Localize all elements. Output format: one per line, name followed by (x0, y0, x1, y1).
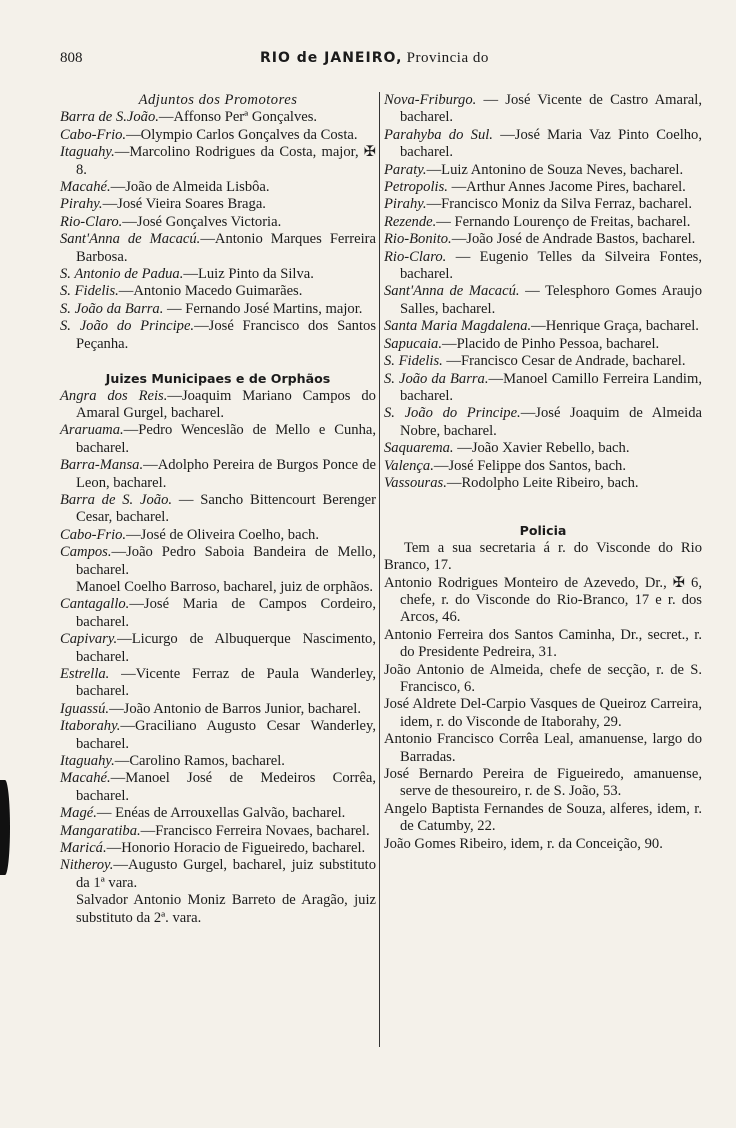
entry-place: Capivary. (60, 631, 118, 648)
entry-place: Macahé. (60, 179, 111, 196)
entry-text: —Honorio Horacio de Figueiredo, bacharel. (106, 840, 366, 857)
entry-place: Petropolis. (384, 179, 448, 196)
page-title (260, 50, 489, 67)
juizes-list (60, 388, 376, 928)
entry-text: — Fernando José Martins, major. (163, 300, 363, 317)
entry-text: —José de Oliveira Coelho, bach. (126, 526, 319, 543)
directory-entry (60, 492, 376, 527)
entry-text: —Pedro Wenceslão de Mello e Cunha, bacharel. (76, 422, 376, 456)
entry-place: Rio-Claro. (60, 213, 123, 230)
directory-entry (384, 92, 702, 127)
entry-place: Valença. (384, 457, 434, 474)
page-header (60, 50, 680, 74)
entry-text: —José Gonçalves Victoria. (122, 213, 282, 230)
entry-place: Cantagallo. (60, 596, 130, 613)
directory-entry (384, 318, 702, 335)
directory-entry (60, 718, 376, 753)
entry-place: Vassouras. (384, 474, 447, 491)
directory-entry (60, 770, 376, 805)
entry-place: Iguassú. (60, 700, 110, 717)
entry-place: Rio-Claro. (384, 248, 447, 265)
adjuntos-list (60, 109, 376, 353)
entry-place: S. João da Barra. (60, 300, 164, 317)
entry-text: —João Pedro Saboia Bandeira de Mello, bacharel. (76, 544, 376, 578)
entry-text: —Luiz Antonino de Souza Neves, bacharel. (426, 161, 684, 178)
directory-entry (384, 440, 702, 457)
directory-entry (60, 422, 376, 457)
directory-entry (60, 214, 376, 231)
directory-entry (384, 336, 702, 353)
entry-place: Sant'Anna de Macacú. (60, 231, 201, 248)
section-heading-adjuntos: Adjuntos dos Promotores (138, 92, 298, 108)
entry-text: —João Xavier Rebello, bach. (453, 440, 630, 457)
directory-entry (60, 805, 376, 822)
policia-entry: Antonio Ferreira dos Santos Caminha, Dr., secret., r. do Presidente Pedreira, 31. (384, 626, 702, 661)
directory-entry (384, 458, 702, 475)
directory-entry (60, 631, 376, 666)
directory-entry (60, 283, 376, 300)
entry-place: Rio-Bonito. (384, 231, 452, 248)
directory-entry (60, 231, 376, 266)
entry-place: Paraty. (384, 161, 427, 178)
page-title-bold: RIO de JANEIRO, (260, 50, 403, 66)
entry-text: —Antonio Marques Ferreira Barbosa. (76, 231, 376, 265)
directory-entry (60, 388, 376, 423)
entry-place: Itaguahy. (60, 144, 115, 161)
entry-text: —José Joaquim de Almeida Nobre, bacharel. (400, 405, 702, 439)
entry-place: Campos. (60, 544, 112, 561)
directory-entry (384, 353, 702, 370)
entry-text: —Francisco Moniz da Silva Ferraz, bacharel. (426, 196, 692, 213)
entry-text: —Carolino Ramos, bacharel. (114, 753, 285, 770)
entry-place: Magé. (60, 805, 97, 822)
directory-entry (60, 109, 376, 126)
entry-place: Cabo-Frio. (60, 526, 127, 543)
entry-text: —José Maria Vaz Pinto Coelho, bacharel. (400, 126, 702, 161)
directory-entry (384, 249, 702, 284)
entry-text: —Arthur Annes Jacome Pires, bacharel. (447, 179, 686, 196)
entry-text: —Antonio Macedo Guimarães. (118, 283, 303, 300)
policia-entry: Antonio Rodrigues Monteiro de Azevedo, Dr., ✠ 6, chefe, r. do Visconde do Rio-Branco, 17 e r. dos Arcos, 46. (384, 574, 702, 626)
entry-text: —João de Almeida Lisbôa. (110, 179, 270, 196)
policia-list (384, 575, 702, 854)
policia-entry: José Aldrete Del-Carpio Vasques de Queiroz Carreira, idem, r. do Visconde de Itaborahy, 29. (384, 696, 702, 730)
entry-text: —João José de Andrade Bastos, bacharel. (451, 231, 696, 248)
directory-entry (384, 162, 702, 179)
ink-blot (0, 780, 10, 875)
directory-entry (60, 301, 376, 318)
entry-place: Barra-Mansa. (60, 457, 144, 474)
directory-entry (384, 475, 702, 492)
entry-text: — Enéas de Arrouxellas Galvão, bacharel. (96, 805, 346, 822)
entry-text: —Augusto Gurgel, bacharel, juiz substituto da 1ª vara. (76, 857, 376, 891)
directory-entry (60, 544, 376, 579)
section-heading-juizes: Juizes Municipaes e de Orphãos (105, 371, 331, 387)
entry-place: Maricá. (60, 840, 107, 857)
entry-place: Parahyba do Sul. (384, 126, 493, 143)
entry-place: S. Fidelis. (384, 353, 443, 370)
directory-entry (384, 127, 702, 162)
entry-text: —Francisco Cesar de Andrade, bacharel. (442, 353, 686, 370)
directory-entry (60, 701, 376, 718)
entry-place: S. Fidelis. (60, 283, 119, 300)
directory-entry (60, 318, 376, 353)
entry-text: —Henrique Graça, bacharel. (531, 318, 699, 335)
entry-text: — José Vicente de Castro Amaral, bacharel. (400, 92, 702, 126)
entry-place: Estrella. (60, 666, 110, 682)
entry-place: Itaborahy. (60, 718, 121, 735)
directory-entry (60, 266, 376, 283)
entry-text: —Manoel Camillo Ferreira Landim, bacharel. (400, 370, 702, 404)
entry-text: —Vicente Ferraz de Paula Wanderley, bacharel. (76, 666, 376, 700)
entry-place: S. Antonio de Padua. (60, 266, 184, 283)
page-title-rest: Provincia do (406, 50, 489, 66)
directory-entry (384, 371, 702, 406)
directory-entry (60, 144, 376, 179)
policia-entry: José Bernardo Pereira de Figueiredo, amanuense, serve de thesoureiro, r. de S. João, 53. (384, 766, 702, 800)
directory-entry (60, 527, 376, 544)
entry-text: —José Maria de Campos Cordeiro, bacharel. (76, 596, 376, 630)
entry-place: Araruama. (60, 422, 124, 439)
entry-text: —Placido de Pinho Pessoa, bacharel. (441, 335, 660, 352)
entry-text: —Olympio Carlos Gonçalves da Costa. (126, 126, 358, 143)
entry-place: Pirahy. (384, 196, 427, 213)
directory-entry (60, 196, 376, 213)
entry-place: Cabo-Frio. (60, 126, 127, 143)
entry-text: —Licurgo de Albuquerque Nascimento, bacharel. (76, 631, 376, 665)
directory-entry (384, 214, 702, 231)
directory-entry (384, 231, 702, 248)
column-divider (379, 92, 380, 1047)
directory-entry (384, 405, 702, 440)
directory-entry (60, 666, 376, 701)
entry-text: —Graciliano Augusto Cesar Wanderley, bacharel. (76, 718, 376, 752)
entry-place: Saquarema. (384, 440, 454, 457)
entry-text: —Adolpho Pereira de Burgos Ponce de Leon, bacharel. (76, 457, 376, 491)
policia-entry: João Antonio de Almeida, chefe de secção, r. de S. Francisco, 6. (384, 661, 702, 695)
entry-place: Mangaratiba. (60, 822, 141, 839)
entry-text: Salvador Antonio Moniz Barreto de Aragão, juiz substituto da 2ª. vara. (76, 892, 376, 926)
directory-entry (60, 753, 376, 770)
entry-place: Sapucaia. (384, 335, 442, 352)
entry-place: S. João do Principe. (384, 405, 521, 422)
juizes-list-continued (384, 92, 702, 492)
entry-place: Barra de S.João. (60, 109, 159, 126)
left-column (60, 92, 376, 927)
entry-text: —Marcolino Rodrigues da Costa, major, ✠ 8. (76, 144, 376, 178)
entry-place: Barra de S. João. (60, 491, 173, 508)
policia-entry: João Gomes Ribeiro, idem, r. da Conceição, 90. (384, 835, 663, 852)
entry-place: Rezende. (384, 213, 437, 230)
directory-entry (60, 179, 376, 196)
entry-place: Santa Maria Magdalena. (384, 318, 532, 335)
entry-text: — Telesphoro Gomes Araujo Salles, bacharel. (400, 283, 703, 317)
directory-entry (384, 283, 702, 318)
entry-place: Nova-Friburgo. (384, 92, 477, 108)
directory-entry (384, 179, 702, 196)
entry-text: —Rodolpho Leite Ribeiro, bach. (446, 474, 639, 491)
entry-text: — Eugenio Telles da Silveira Fontes, bacharel. (400, 248, 702, 283)
entry-place: S. João da Barra. (384, 370, 489, 387)
policia-entry: Antonio Francisco Corrêa Leal, amanuense, largo do Barradas. (384, 731, 702, 765)
entry-text: — Fernando Lourenço de Freitas, bacharel. (436, 213, 691, 230)
directory-entry (60, 596, 376, 631)
directory-entry (60, 579, 376, 596)
directory-entry (60, 127, 376, 144)
directory-entry (60, 457, 376, 492)
directory-entry (384, 196, 702, 213)
entry-text: —José Francisco dos Santos Peçanha. (76, 318, 376, 352)
entry-text: — Sancho Bittencourt Berenger Cesar, bacharel. (76, 491, 376, 526)
entry-text: —João Antonio de Barros Junior, bacharel. (109, 700, 361, 717)
entry-text: —Luiz Pinto da Silva. (183, 266, 314, 283)
entry-text: Manoel Coelho Barroso, bacharel, juiz de orphãos. (76, 578, 374, 595)
entry-place: Angra dos Reis. (60, 387, 168, 404)
page-number: 808 (60, 50, 83, 66)
entry-place: Nitheroy. (60, 857, 114, 874)
directory-entry (60, 892, 376, 927)
entry-text: —José Vieira Soares Braga. (102, 196, 266, 213)
section-heading-policia: Policia (519, 523, 567, 539)
entry-place: S. João do Principe. (60, 318, 195, 335)
directory-entry (60, 857, 376, 892)
policia-entry: Angelo Baptista Fernandes de Souza, alferes, idem, r. de Catumby, 22. (384, 800, 702, 835)
entry-place: Sant'Anna de Macacú. (384, 283, 520, 300)
policia-intro: Tem a sua secretaria á r. do Visconde do Rio Branco, 17. (384, 539, 702, 574)
directory-entry (60, 840, 376, 857)
entry-place: Macahé. (60, 770, 111, 787)
entry-text: —Affonso Perª Gonçalves. (158, 109, 318, 126)
entry-place: Itaguahy. (60, 753, 115, 770)
directory-entry (60, 823, 376, 840)
right-column (384, 92, 702, 853)
entry-text: —Manoel José de Medeiros Corrêa, bacharel. (76, 770, 376, 804)
entry-text: —José Felippe dos Santos, bach. (433, 457, 626, 474)
entry-text: —Joaquim Mariano Campos do Amaral Gurgel, bacharel. (76, 387, 376, 421)
entry-text: —Francisco Ferreira Novaes, bacharel. (140, 822, 370, 839)
entry-place: Pirahy. (60, 196, 103, 213)
